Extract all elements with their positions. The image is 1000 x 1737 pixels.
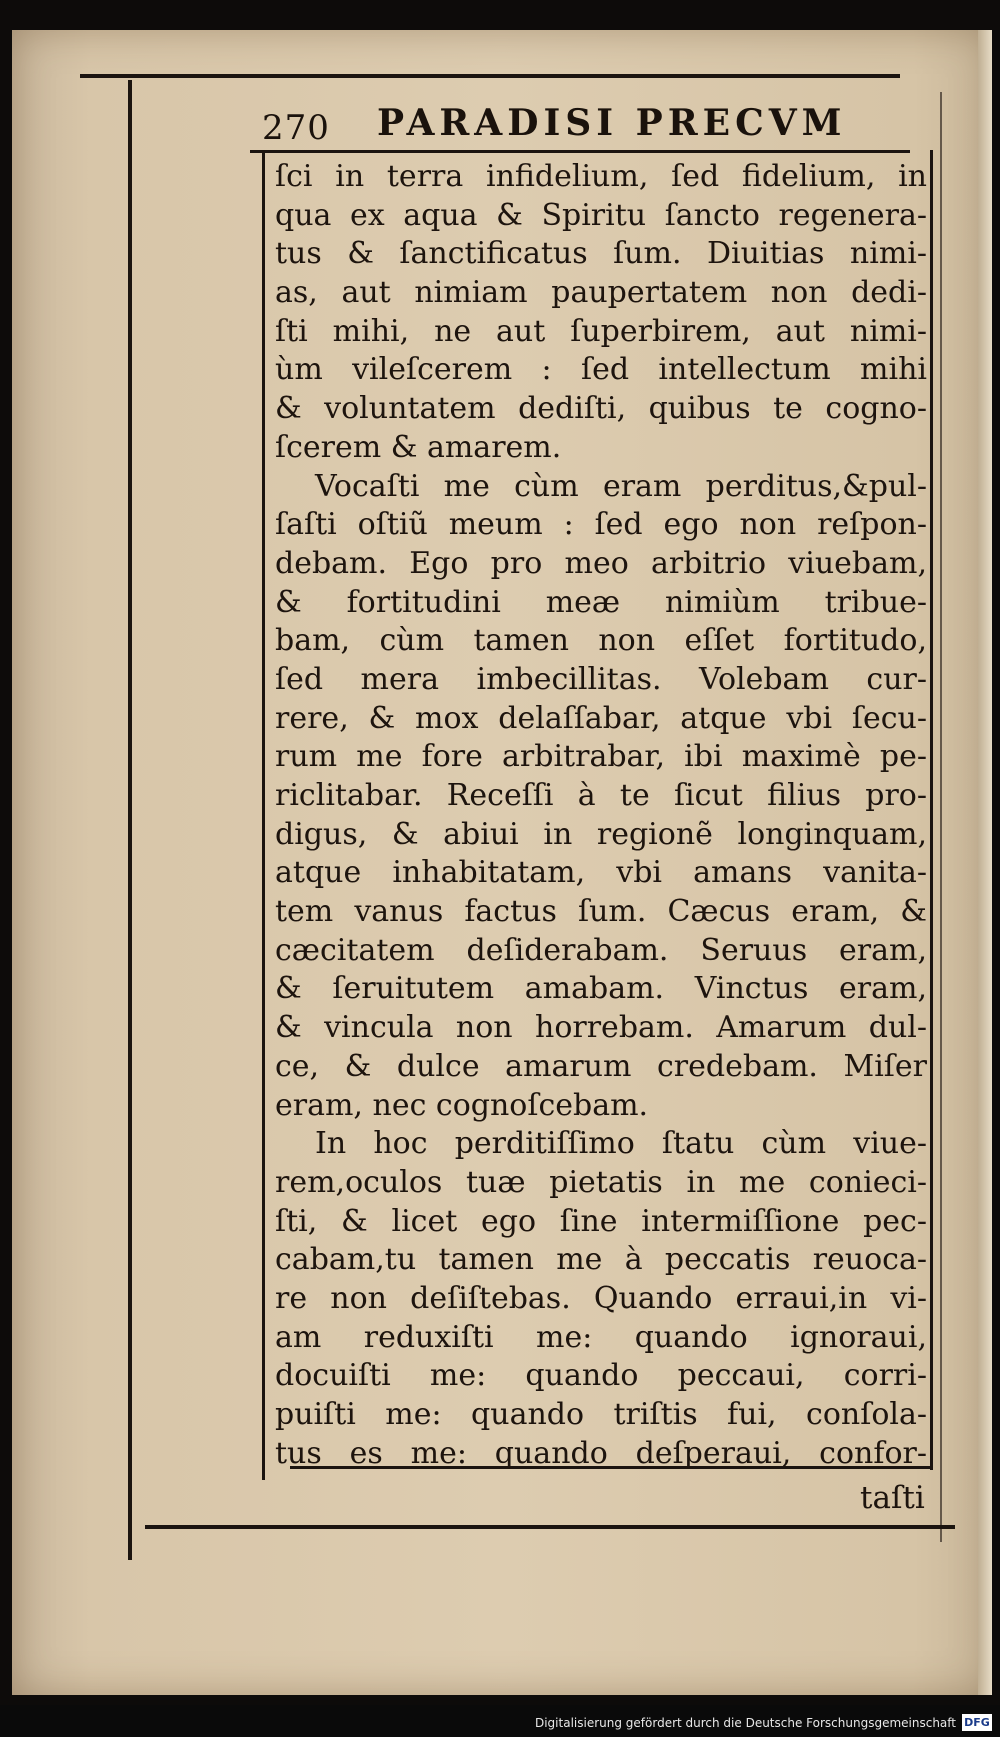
text-line: tus & ſanctificatus ſum. Diuitias nimi- <box>275 236 927 272</box>
text-line: ſaſti oſtiũ meum : ſed ego non reſpon- <box>275 507 927 543</box>
frame-rule-top-outer <box>80 74 900 78</box>
text-line: rum me fore arbitrabar, ibi maximè pe- <box>275 739 927 775</box>
text-line: In hoc perditiſſimo ſtatu cùm viue- <box>315 1126 927 1162</box>
text-line: bam, cùm tamen non eſſet fortitudo, <box>275 623 927 659</box>
text-line: ſcerem & amarem. <box>275 429 562 465</box>
text-line: & voluntatem dediſti, quibus te cogno- <box>275 391 927 427</box>
frame-rule-bottom-outer <box>145 1525 955 1529</box>
text-line: atque inhabitatam, vbi amans vanita- <box>275 855 927 891</box>
text-line: puiſti me: quando triſtis fui, conſola- <box>275 1397 927 1432</box>
frame-rule-left-outer <box>128 80 132 1560</box>
frame-rule-left-inner <box>262 150 265 1480</box>
text-line: & vincula non horrebam. Amarum dul- <box>275 1010 927 1046</box>
text-line: ſci in terra infidelium, ſed fidelium, in <box>275 159 927 194</box>
text-line: ùm vileſcerem : ſed intellectum mihi <box>275 352 927 388</box>
text-line: cæcitatem deſiderabam. Seruus eram, <box>275 932 927 968</box>
text-line: & fortitudini meæ nimiùm tribue- <box>275 584 927 620</box>
text-line: ce, & dulce amarum credebam. Miſer <box>275 1048 927 1084</box>
footer-bar <box>0 1705 1000 1737</box>
text-line: tem vanus factus ſum. Cæcus eram, & <box>275 894 927 930</box>
dfg-logo: DFG <box>962 1714 992 1731</box>
text-line: digus, & abiui in regionẽ longinquam, <box>275 816 927 852</box>
text-line: ſti mihi, ne aut ſuperbirem, aut nimi- <box>275 313 927 349</box>
text-line: ſti, & licet ego ſine intermiſſione pec- <box>275 1203 927 1239</box>
running-head: PARADISI PRECVM <box>377 102 847 144</box>
page-number: 270 <box>262 108 330 148</box>
text-line: debam. Ego pro meo arbitrio viuebam, <box>275 545 927 581</box>
text-line: eram, nec cognoſcebam. <box>275 1087 649 1123</box>
text-line: as, aut nimiam paupertatem non dedi- <box>275 275 927 311</box>
text-line: docuiſti me: quando peccaui, corri- <box>275 1358 927 1394</box>
funding-credit: Digitalisierung gefördert durch die Deutsche Forschungsgemeinschaft <box>534 1716 956 1730</box>
text-line: & ſeruitutem amabam. Vinctus eram, <box>275 971 927 1007</box>
text-line: qua ex aqua & Spiritu ſancto regenera- <box>275 197 927 233</box>
text-line: rem,oculos tuæ pietatis in me conieci- <box>275 1164 927 1200</box>
frame-rule-right-inner <box>930 150 933 1470</box>
page-edge <box>978 30 992 1695</box>
text-line: cabam,tu tamen me à peccatis reuoca- <box>275 1242 927 1278</box>
text-line: rere, & mox delaſſabar, atque vbi ſecu- <box>275 700 927 736</box>
text-line: am reduxiſti me: quando ignoraui, <box>275 1319 927 1355</box>
text-line: riclitabar. Receſſi à te ſicut filius pro- <box>275 778 927 813</box>
frame-rule-top-inner <box>250 150 910 153</box>
catchword: taſti <box>860 1480 925 1516</box>
body-text <box>275 158 927 1473</box>
text-line: re non deſiſtebas. Quando erraui,in vi- <box>275 1280 927 1316</box>
text-line: tus es me: quando deſperaui, confor- <box>275 1435 927 1471</box>
text-line: Vocaſti me cùm eram perditus,&pul- <box>315 468 927 504</box>
text-line: ſed mera imbecillitas. Volebam cur- <box>275 661 927 697</box>
page-header <box>262 98 922 148</box>
frame-rule-right-dashed <box>940 92 942 1542</box>
